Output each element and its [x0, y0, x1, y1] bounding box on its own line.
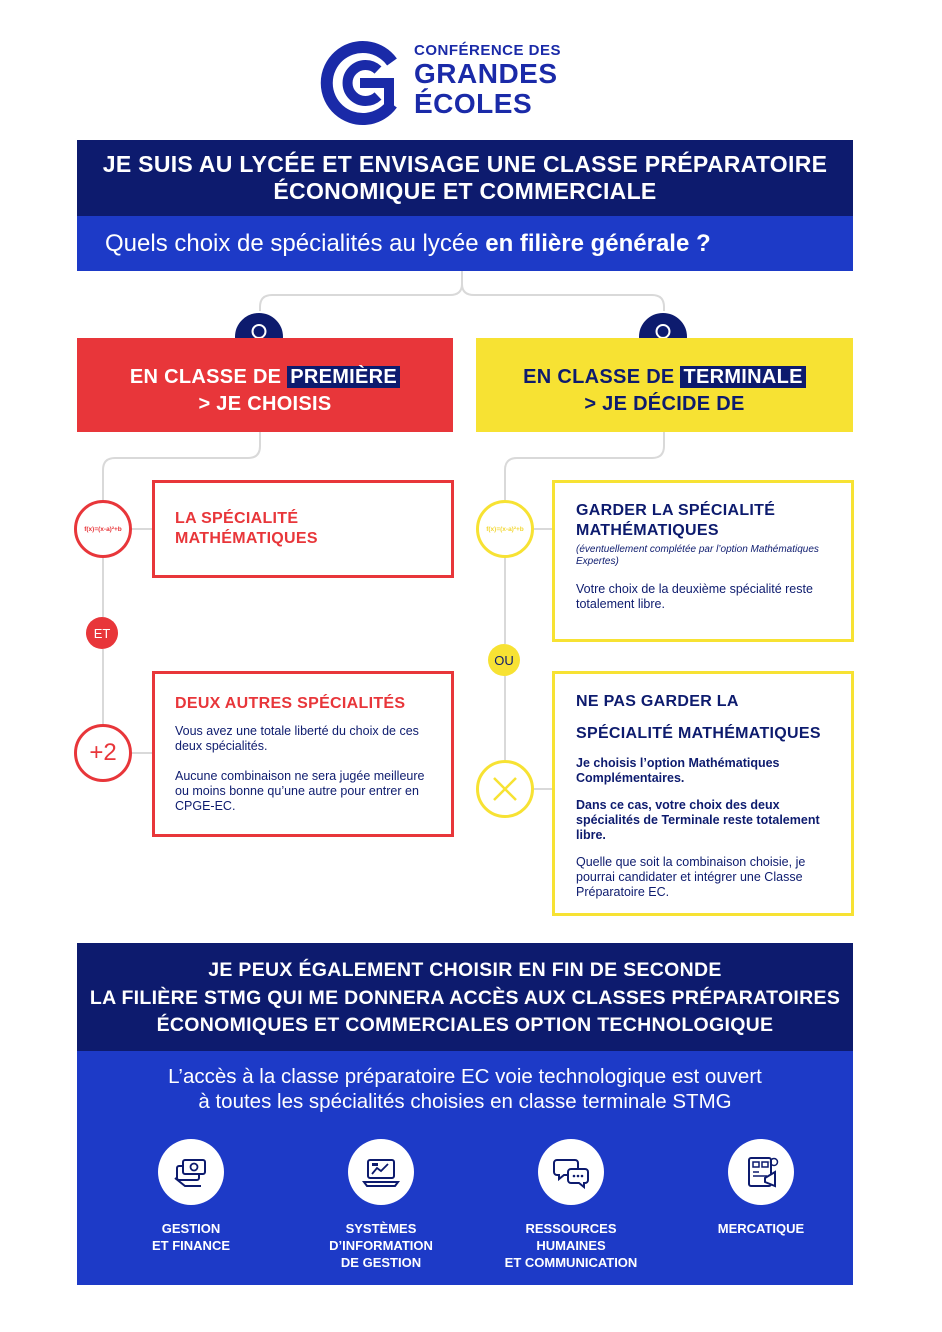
card-deux-title: DEUX AUTRES SPÉCIALITÉS [175, 695, 406, 712]
et-text: ET [93, 625, 111, 641]
logo-line-3: ÉCOLES [414, 88, 533, 119]
formula-icon [74, 500, 132, 558]
specialty-mercatique [666, 1139, 856, 1237]
card-deux-specialites [152, 671, 454, 837]
card-nepas-title-1: NE PAS GARDER LA [576, 693, 739, 710]
stmg-panel [77, 1051, 853, 1285]
specialty-gestion-finance [96, 1139, 286, 1254]
logo-line-1: CONFÉRENCE DES [414, 42, 562, 59]
card-specialite-maths [152, 480, 454, 578]
card-nepas-text-1: Je choisis l’option Mathématiques Complémentaires. [576, 756, 780, 785]
card-garder-text: Votre choix de la deuxième spécialité reste totalement libre. [576, 582, 813, 611]
formula-text: f(x)=(x-a)²+b [84, 525, 122, 533]
stmg-lead-line-1: L’accès à la classe préparatoire EC voie technologique est ouvert [168, 1065, 762, 1088]
card-nepas-text-3: Quelle que soit la combinaison choisie, je pourrai candidater et intégrer une Classe Préparatoire EC. [576, 855, 806, 899]
specialty-2-line-3: DE GESTION [340, 1255, 422, 1270]
specialty-1-line-2: ET FINANCE [152, 1238, 230, 1253]
chat-bubbles-icon [538, 1139, 604, 1205]
cross-icon [476, 760, 534, 818]
specialty-systemes-information [286, 1139, 476, 1271]
ou-badge [488, 644, 520, 676]
stmg-title-line-1: JE PEUX ÉGALEMENT CHOISIR EN FIN DE SECONDE [208, 959, 722, 981]
premiere-action: > JE CHOISIS [198, 393, 332, 415]
premiere-prefix: EN CLASSE DE [129, 366, 282, 388]
card-maths-title-1: LA SPÉCIALITÉ [175, 510, 299, 527]
formula-text: f(x)=(x-a)²+b [486, 525, 524, 533]
marketing-icon [728, 1139, 794, 1205]
ou-text: OU [494, 652, 514, 668]
question-bold-text: en filière générale ? [485, 230, 711, 257]
specialty-2-line-2: D’INFORMATION [329, 1238, 433, 1253]
stmg-lead-line-2: à toutes les spécialités choisies en classe terminale STMG [198, 1090, 732, 1113]
terminale-prefix: EN CLASSE DE [523, 366, 675, 388]
card-garder-title-1: GARDER LA SPÉCIALITÉ [576, 502, 776, 519]
stmg-lead [77, 1064, 853, 1114]
card-maths-title-2: MATHÉMATIQUES [175, 530, 318, 547]
page-title-line-2: ÉCONOMIQUE ET COMMERCIALE [273, 178, 657, 204]
terminale-highlight: TERMINALE [680, 366, 805, 388]
specialty-4-line-1: MERCATIQUE [717, 1221, 805, 1236]
terminale-box [476, 338, 853, 432]
premiere-highlight: PREMIÈRE [287, 366, 400, 388]
page-title-line-1: JE SUIS AU LYCÉE ET ENVISAGE UNE CLASSE PRÉPARATOIRE [102, 151, 828, 177]
specialty-ressources-humaines [476, 1139, 666, 1271]
specialty-1-line-1: GESTION [161, 1221, 221, 1236]
premiere-box [77, 338, 453, 432]
card-ne-pas-garder-maths [552, 671, 854, 916]
card-garder-title-2: MATHÉMATIQUES [576, 522, 719, 539]
card-nepas-title-2: SPÉCIALITÉ MATHÉMATIQUES [576, 725, 821, 742]
money-icon [158, 1139, 224, 1205]
specialty-3-line-3: ET COMMUNICATION [504, 1255, 638, 1270]
stmg-title [77, 943, 853, 1051]
stmg-title-line-2: LA FILIÈRE STMG QUI ME DONNERA ACCÈS AUX CLASSES PRÉPARATOIRES [89, 986, 841, 1009]
stmg-title-line-3: ÉCONOMIQUES ET COMMERCIALES OPTION TECHNOLOGIQUE [156, 1014, 774, 1036]
terminale-action: > JE DÉCIDE DE [584, 393, 745, 415]
laptop-chart-icon [348, 1139, 414, 1205]
specialty-2-line-1: SYSTÈMES [345, 1221, 417, 1236]
card-deux-text-2: Aucune combinaison ne sera jugée meilleure ou moins bonne qu’une autre pour entrer en CPGE-EC. [175, 769, 425, 813]
question-text: Quels choix de spécialités au lycée [105, 230, 479, 257]
specialty-3-line-2: HUMAINES [536, 1238, 606, 1253]
et-badge [86, 617, 118, 649]
card-nepas-text-2: Dans ce cas, votre choix des deux spécialités de Terminale reste totalement libre. [576, 798, 820, 842]
card-garder-maths [552, 480, 854, 642]
plus-two-text: +2 [89, 739, 117, 766]
formula-icon [476, 500, 534, 558]
specialty-3-line-1: RESSOURCES [525, 1221, 617, 1236]
card-garder-note: (éventuellement complétée par l’option Mathématiques Expertes) [576, 544, 819, 567]
logo-line-2: GRANDES [414, 58, 558, 89]
plus-two-badge [74, 724, 132, 782]
card-deux-text-1: Vous avez une totale liberté du choix de ces deux spécialités. [175, 724, 419, 753]
